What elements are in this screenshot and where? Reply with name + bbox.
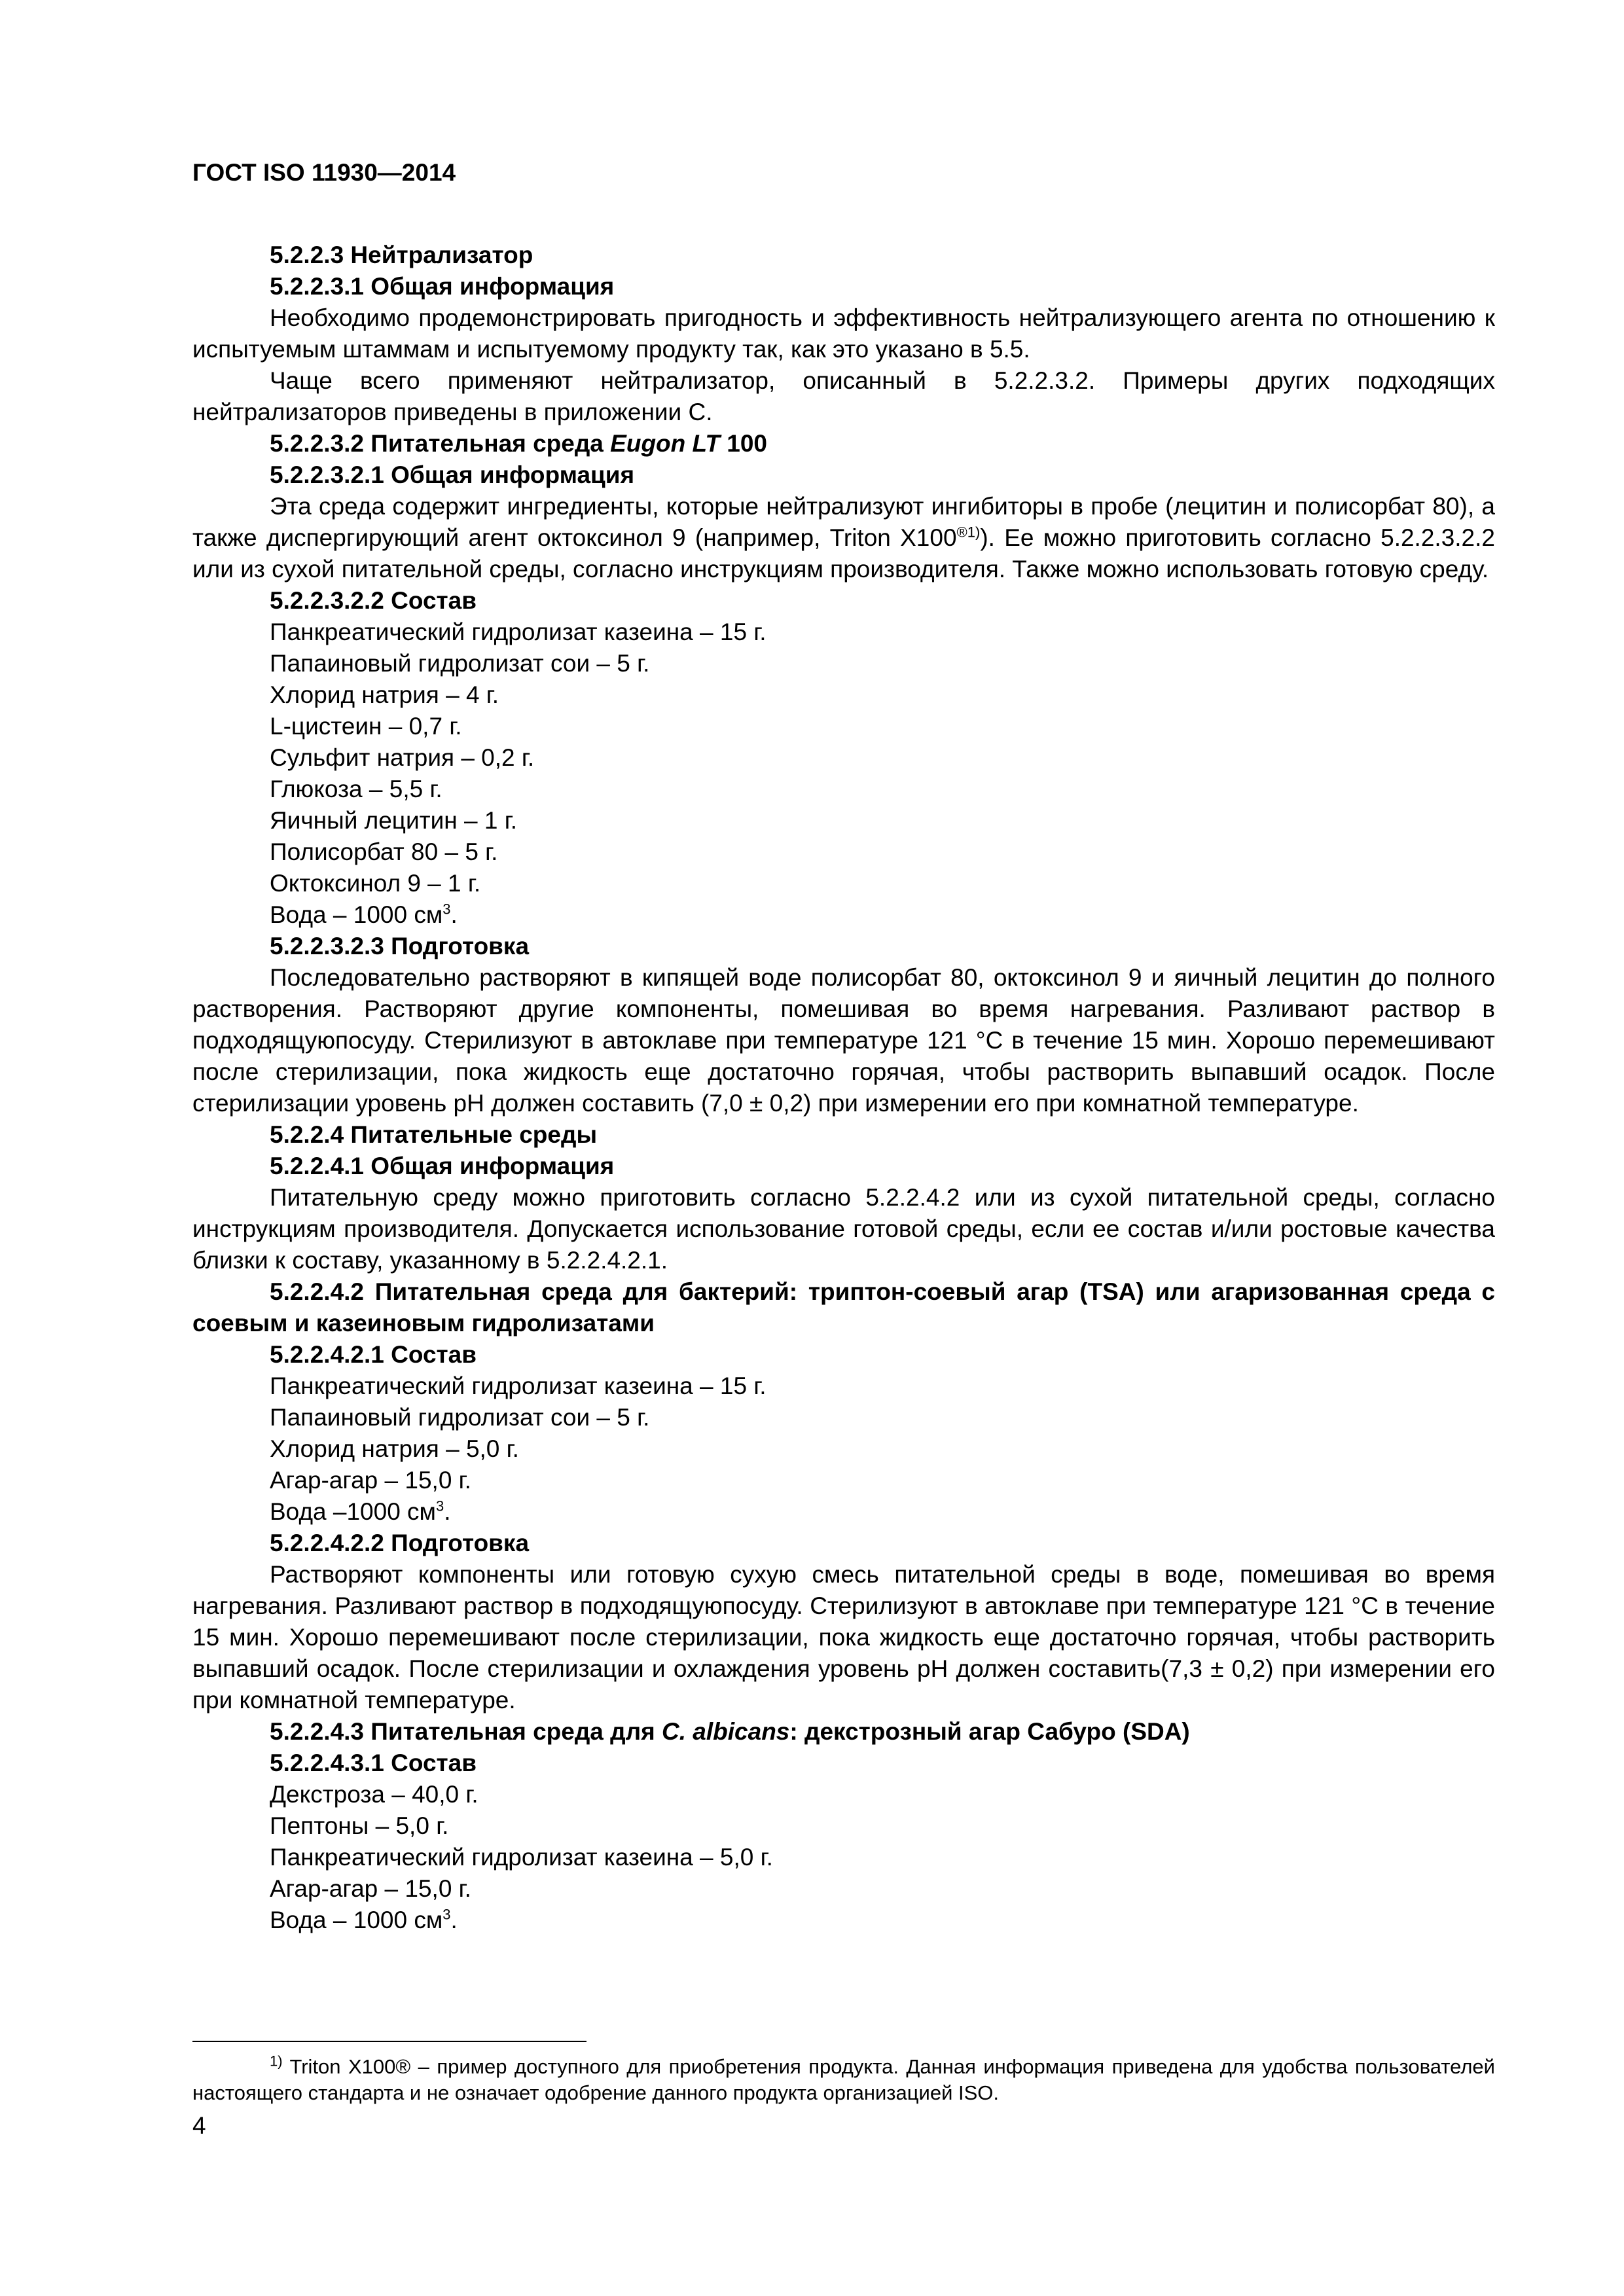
list-item: Папаиновый гидролизат сои – 5 г. (270, 1404, 650, 1431)
footnote (192, 2054, 1495, 2106)
list-item: Яичный лецитин – 1 г. (270, 807, 517, 834)
footnote-ref: ®1) (956, 524, 981, 541)
heading-5-2-2-3-2-1: 5.2.2.3.2.1 Общая информация (270, 461, 635, 488)
paragraph: Эта среда содержит ингредиенты, которые нейтрализуют ингибиторы в пробе (лецитин и полисорбат 80), а также диспергирующий агент октоксинол 9 (например, Triton $X100^{®1)}$). Ее можно приготовить согласно 5.2.2.3.2.2 или из сухой питательной среды, согласно инструкциям производителя. Также можно использовать готовую среду. (192, 493, 1495, 583)
paragraph: Последовательно растворяют в кипящей воде полисорбат 80, октоксинол 9 и яичный лецитин до полного растворения. Растворяют другие компоненты, помешивая во время нагревания. Разливают раствор в подходящуюпосуду. Стерилизуют в автоклаве при температуре 121 °С в течение 15 мин. Хорошо перемешивают после стерилизации, пока жидкость еще достаточно горячая, чтобы растворить выпавший осадок. После стерилизации уровень pH должен составить (7,0 ± 0,2) при измерении его при комнатной температуре. (192, 964, 1495, 1117)
footnote-text: Triton X100® – пример доступного для приобретения продукта. Данная информация приведена для удобства пользователей настоящего стандарта и не означает одобрение данного продукта организацией ISO. (192, 2055, 1495, 2104)
paragraph: Чаще всего применяют нейтрализатор, описанный в 5.2.2.3.2. Примеры других подходящих нейтрализаторов приведены в приложении С. (192, 367, 1495, 425)
footnote-mark: 1) (270, 2053, 283, 2070)
footnote-divider (192, 2041, 586, 2042)
heading-5-2-2-4-2-2: 5.2.2.4.2.2 Подготовка (270, 1530, 530, 1556)
paragraph: Питательную среду можно приготовить согласно 5.2.2.4.2 или из сухой питательной среды, согласно инструкциям производителя. Допускается использование готовой среды, если ее состав и/или ростовые качества близки к составу, указанному в 5.2.2.4.2.1. (192, 1184, 1495, 1274)
list-item: Полисорбат 80 – 5 г. (270, 838, 498, 865)
list-item: Октоксинол 9 – 1 г. (270, 870, 481, 897)
heading-5-2-2-4-1: 5.2.2.4.1 Общая информация (270, 1153, 615, 1179)
document-body (192, 240, 1495, 1936)
heading-5-2-2-3-2: 5.2.2.3.2 Питательная среда Eugon LT 100 (270, 430, 768, 457)
list-item: Хлорид натрия – 4 г. (270, 681, 499, 708)
list-item: Папаиновый гидролизат сои – 5 г. (270, 650, 650, 677)
heading-5-2-2-4-2: 5.2.2.4.2 Питательная среда для бактерий: триптон-соевый агар (TSA) или агаризованная среда с соевым и казеиновым гидролизатами (192, 1278, 1495, 1336)
list-item: Панкреатический гидролизат казеина – 15 г. (270, 619, 767, 645)
list-item: Декстроза – 40,0 г. (270, 1781, 478, 1808)
list-item: Вода –1000 $см^3$. (270, 1498, 451, 1525)
list-item: L-цистеин – 0,7 г. (270, 713, 462, 740)
heading-5-2-2-3-2-2: 5.2.2.3.2.2 Состав (270, 587, 477, 614)
list-item: Сульфит натрия – 0,2 г. (270, 744, 535, 771)
list-item: Пептоны – 5,0 г. (270, 1812, 449, 1839)
heading-5-2-2-4-2-1: 5.2.2.4.2.1 Состав (270, 1341, 477, 1368)
page (192, 157, 1495, 1936)
list-item: Хлорид натрия – 5,0 г. (270, 1435, 519, 1462)
heading-5-2-2-4-3-1: 5.2.2.4.3.1 Состав (270, 1749, 477, 1776)
list-item: Глюкоза – 5,5 г. (270, 776, 442, 802)
heading-5-2-2-3-2-3: 5.2.2.3.2.3 Подготовка (270, 933, 530, 960)
heading-5-2-2-3: 5.2.2.3 Нейтрализатор (270, 242, 533, 268)
heading-5-2-2-4: 5.2.2.4 Питательные среды (270, 1121, 598, 1148)
heading-5-2-2-3-1: 5.2.2.3.1 Общая информация (270, 273, 615, 300)
page-number: 4 (192, 2112, 206, 2139)
list-item: Вода – 1000 $см^3$. (270, 901, 458, 928)
paragraph: Необходимо продемонстрировать пригодность и эффективность нейтрализующего агента по отношению к испытуемым штаммам и испытуемому продукту так, как это указано в 5.5. (192, 304, 1495, 363)
document-header: ГОСТ ISO 11930—2014 (192, 159, 456, 186)
list-item: Агар-агар – 15,0 г. (270, 1467, 471, 1494)
list-item: Агар-агар – 15,0 г. (270, 1875, 471, 1902)
paragraph: Растворяют компоненты или готовую сухую смесь питательной среды в воде, помешивая во время нагревания. Разливают раствор в подходящуюпосуду. Стерилизуют в автоклаве при температуре 121 °С в течение 15 мин. Хорошо перемешивают после стерилизации, пока жидкость еще достаточно горячая, чтобы растворить выпавший осадок. После стерилизации и охлаждения уровень pH должен составить(7,3 ± 0,2) при измерении его при комнатной температуре. (192, 1561, 1495, 1713)
list-item: Вода – 1000 $см^3$. (270, 1906, 458, 1933)
heading-5-2-2-4-3: 5.2.2.4.3 Питательная среда для C. albicans: декстрозный агар Сабуро (SDA) (270, 1718, 1190, 1745)
list-item: Панкреатический гидролизат казеина – 5,0 г. (270, 1844, 773, 1871)
list-item: Панкреатический гидролизат казеина – 15 г. (270, 1372, 767, 1399)
